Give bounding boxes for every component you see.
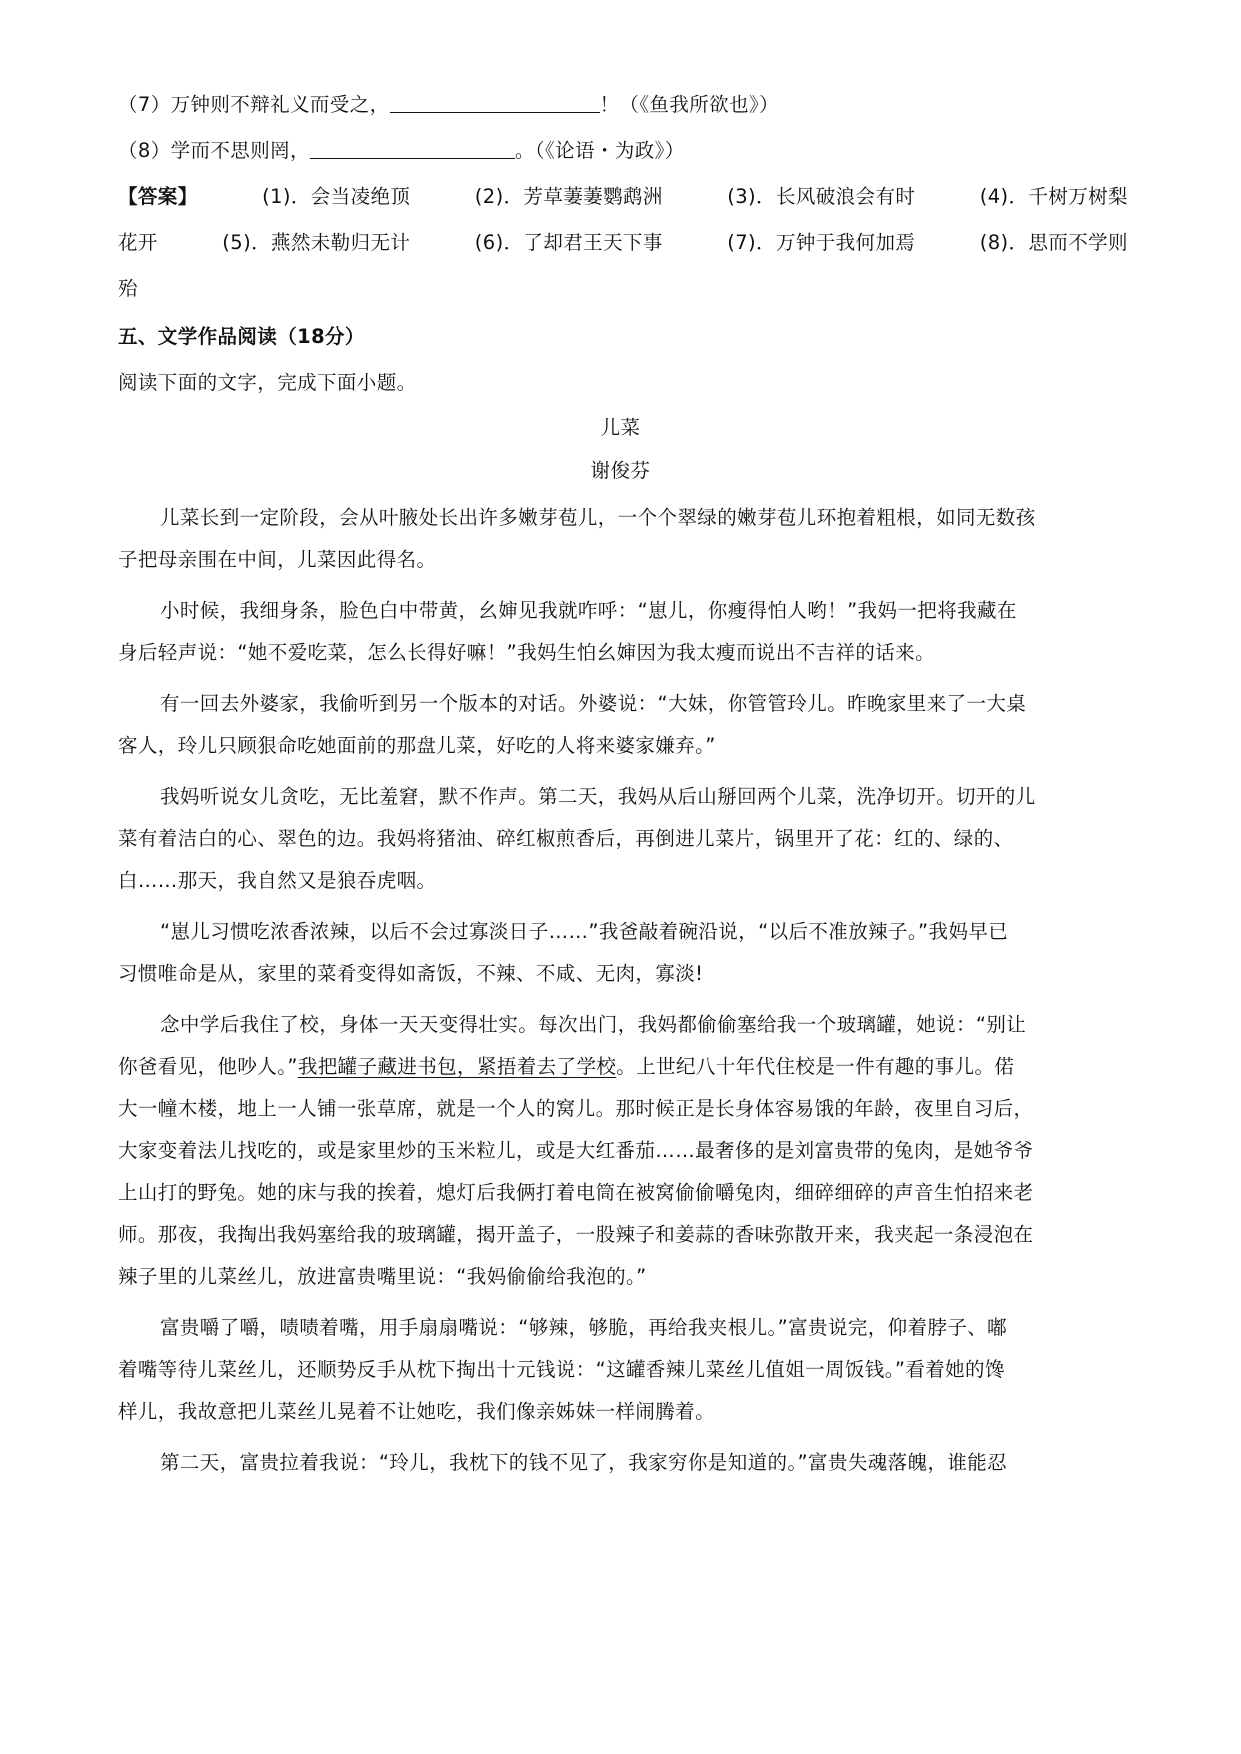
paragraph-line: 大家变着法儿找吃的，或是家里炒的玉米粒儿，或是大红番茄……最奢侈的是刘富贵带的兔肉，是她爷爷 xyxy=(118,1139,1034,1162)
answer-item: (4)．千树万树梨 xyxy=(979,185,1128,208)
answer-row-2 xyxy=(118,228,1128,258)
question-7: （7）万钟则不辩礼义而受之， ！（《鱼我所欲也》） xyxy=(118,90,1128,120)
paragraph-line: 身后轻声说：“她不爱吃菜，怎么长得好嘛！”我妈生怕幺婶因为我太瘦而说出不吉祥的话来。 xyxy=(118,641,936,664)
paragraph-line: 富贵嚼了嚼，啧啧着嘴，用手扇扇嘴说：“够辣，够脆，再给我夹根儿。”富贵说完，仰着脖子、嘟 xyxy=(160,1316,1008,1339)
article-title: 儿菜 xyxy=(600,416,641,439)
paragraph-line: 辣子里的儿菜丝儿，放进富贵嘴里说：“我妈偷偷给我泡的。” xyxy=(118,1265,647,1288)
paragraph-line: 儿菜长到一定阶段，会从叶腋处长出许多嫩芽苞儿，一个个翠绿的嫩芽苞儿环抱着粗根，如同无数孩 xyxy=(160,506,1036,529)
answer-item: (7)．万钟于我何加焉 xyxy=(727,231,916,254)
answer-blank-7[interactable] xyxy=(390,90,600,113)
answer-item: (1)．会当凌绝顶 xyxy=(262,185,411,208)
answer-item: (5)．燕然未勒归无计 xyxy=(222,231,411,254)
underlined-sentence: 我把罐子藏进书包，紧捂着去了学校 xyxy=(297,1055,617,1078)
paragraph-line: 样儿，我故意把儿菜丝儿晃着不让她吃，我们像亲姊妹一样闹腾着。 xyxy=(118,1400,716,1423)
paragraph-line: 大一幢木楼，地上一人铺一张草席，就是一个人的窝儿。那时候正是长身体容易饿的年龄，夜里自习后， xyxy=(118,1097,1034,1120)
answer-blank-8[interactable] xyxy=(310,136,515,159)
question-8: （8）学而不思则罔， 。（《论语・为政》） xyxy=(118,136,1128,166)
paragraph-line: 习惯唯命是从，家里的菜肴变得如斋饭，不辣、不咸、无肉，寡淡! xyxy=(118,962,704,985)
paragraph-line: 念中学后我住了校，身体一天天变得壮实。每次出门，我妈都偷偷塞给我一个玻璃罐，她说：“别让 xyxy=(160,1013,1027,1036)
answer-item: 花开 xyxy=(118,231,158,254)
paragraph-line: 有一回去外婆家，我偷听到另一个版本的对话。外婆说：“大妹，你管管玲儿。昨晚家里来了一大桌 xyxy=(160,692,1027,715)
answer-row-1 xyxy=(118,182,1128,212)
paragraph-line: 客人，玲儿只顾狠命吃她面前的那盘儿菜，好吃的人将来婆家嫌弃。” xyxy=(118,734,716,757)
paragraph-line: 我妈听说女儿贪吃，无比羞窘，默不作声。第二天，我妈从后山掰回两个儿菜，洗净切开。切开的儿 xyxy=(160,785,1036,808)
paragraph-line: 上山打的野兔。她的床与我的挨着，熄灯后我俩打着电筒在被窝偷偷嚼兔肉，细碎细碎的声音生怕招来老 xyxy=(118,1181,1034,1204)
paragraph-line: 第二天，富贵拉着我说：“玲儿，我枕下的钱不见了，我家穷你是知道的。”富贵失魂落魄，谁能忍 xyxy=(160,1451,1008,1474)
paragraph-line: 小时候，我细身条，脸色白中带黄，幺婶见我就咋呼：“崽儿，你瘦得怕人哟！”我妈一把将我藏在 xyxy=(160,599,1017,622)
paragraph-line: 菜有着洁白的心、翠色的边。我妈将猪油、碎红椒煎香后，再倒进儿菜片，锅里开了花：红的、绿的、 xyxy=(118,827,1014,850)
section-instruction: 阅读下面的文字，完成下面小题。 xyxy=(118,371,417,394)
paragraph-line: 师。那夜，我掏出我妈塞给我的玻璃罐，揭开盖子，一股辣子和姜蒜的香味弥散开来，我夹起一条浸泡在 xyxy=(118,1223,1034,1246)
answer-item: (6)．了却君王天下事 xyxy=(474,231,663,254)
answer-label: 【答案】 xyxy=(118,185,198,208)
paragraph-line: “崽儿习惯吃浓香浓辣，以后不会过寡淡日子……”我爸敲着碗沿说，“以后不准放辣子。”我妈早已 xyxy=(160,920,1009,943)
answer-item: (8)．思而不学则 xyxy=(979,231,1128,254)
paragraph-line: 着嘴等待儿菜丝儿，还顺势反手从枕下掏出十元钱说：“这罐香辣儿菜丝儿值姐一周饭钱。”看着她的馋 xyxy=(118,1358,1005,1381)
paragraph-line: 你爸看见，他吵人。”我把罐子藏进书包，紧捂着去了学校。上世纪八十年代住校是一件有趣的事儿。偌 xyxy=(118,1055,1015,1078)
section-title: 五、文学作品阅读（18分） xyxy=(118,325,365,348)
answer-item: (2)．芳草萋萋鹦鹉洲 xyxy=(474,185,663,208)
article-author: 谢俊芬 xyxy=(590,459,651,482)
paragraph-line: 子把母亲围在中间，儿菜因此得名。 xyxy=(118,548,437,571)
paragraph-line: 白……那天，我自然又是狼吞虎咽。 xyxy=(118,869,437,892)
answer-row-3: 殆 xyxy=(118,277,138,300)
answer-item: (3)．长风破浪会有时 xyxy=(727,185,916,208)
